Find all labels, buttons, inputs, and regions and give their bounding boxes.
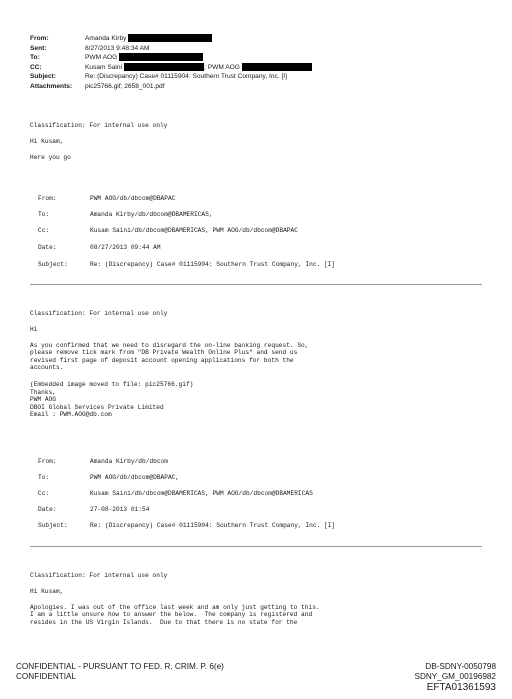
to-label: To: xyxy=(30,54,40,61)
cc-label: CC: xyxy=(30,63,42,71)
bates-number: DB-SDNY-0050798 xyxy=(425,662,496,671)
quote-to-value: Amanda Kirby/db/dbcom@DBAMERICAS, xyxy=(90,211,213,218)
attachments-value[interactable]: pic25766.gif; 2658_001.pdf xyxy=(85,82,165,90)
redaction-bar xyxy=(124,63,204,71)
redaction-bar xyxy=(128,34,212,42)
quote-to-value: PWM AOG/db/dbcom@DBAPAC, xyxy=(90,474,180,481)
cc-suffix: ; PWM AOG xyxy=(204,63,240,71)
quote-cc-value: Kusam Saini/db/dbcom@DBAMERICAS, PWM AOG/db/dbcom@DBAMERICAS xyxy=(90,490,313,497)
quote-subject-value: Re: (Discrepancy) Case# 01115904: Southern Trust Company, Inc. [I] xyxy=(90,522,336,529)
signature: Thanks, PWM AOG DBOI Global Services Private Limited Email : PWM.AOG@db.com xyxy=(30,389,164,419)
quote-cc-value: Kusam Saini/db/dbcom@DBAMERICAS, PWM AOG/db/dbcom@DBAPAC xyxy=(90,227,298,234)
quote-to-label: To: xyxy=(38,211,50,218)
confidential-label: CONFIDENTIAL xyxy=(16,672,77,681)
quote-date-label: Date: xyxy=(38,244,57,251)
quote-from-value: Amanda Kirby/db/dbcom xyxy=(90,458,168,465)
quote-cc-label: Cc: xyxy=(38,490,50,497)
classification-line: Classification: For internal use only xyxy=(30,122,168,129)
quote-from-value: PWM AOG/db/dbcom@DBAPAC xyxy=(90,195,176,202)
quote-cc-label: Cc: xyxy=(38,227,50,234)
divider xyxy=(30,284,482,285)
divider xyxy=(30,546,482,547)
message-body: Apologies. I was out of the office last week and am only just getting to this. I am a little unsure how to answer the below. The company is registered and resides in the US Virgin Islands. Due to that there is no state for the xyxy=(30,604,320,626)
attachments-label: Attachments: xyxy=(30,82,73,90)
sent-label: Sent: xyxy=(30,44,47,52)
redaction-bar xyxy=(242,63,312,71)
quote-from-label: From: xyxy=(38,195,57,202)
from-name: Amanda Kirby xyxy=(85,35,127,42)
greeting: Hi xyxy=(30,326,38,333)
sent-value: 8/27/2013 9:48:34 AM xyxy=(85,44,150,52)
to-name: PWM AOG xyxy=(85,54,118,61)
classification-line: Classification: For internal use only xyxy=(30,310,168,317)
redaction-bar xyxy=(119,53,203,61)
quote-subject-label: Subject: xyxy=(38,261,68,268)
quote-to-label: To: xyxy=(38,474,50,481)
cc-name: Kusam Saini xyxy=(85,63,123,71)
quote-subject-value: Re: (Discrepancy) Case# 01115904: Southern Trust Company, Inc. [I] xyxy=(90,261,336,268)
quote-date-label: Date: xyxy=(38,506,57,513)
quote-date-value: 08/27/2013 09:44 AM xyxy=(90,244,161,251)
greeting: Hi Kusam, xyxy=(30,138,64,145)
confidential-notice: CONFIDENTIAL - PURSUANT TO FED. R. CRIM. P. 6(e) xyxy=(16,662,224,671)
embedded-note: (Embedded image moved to file: pic25766.gif) xyxy=(30,381,194,388)
greeting: Hi Kusam, xyxy=(30,588,64,595)
bates-number: SDNY_GM_00196982 xyxy=(414,672,496,681)
to-value xyxy=(85,53,203,62)
classification-line: Classification: For internal use only xyxy=(30,572,168,579)
subject-label: Subject: xyxy=(30,73,57,80)
cc-value xyxy=(85,63,312,72)
efta-number: EFTA01361593 xyxy=(426,682,496,693)
message-body: As you confirmed that we need to disregard the on-line banking request. So, please remove tick mark from "DB Private Wealth Online Plus" and send us revised first page of deposit account opening applications for both the accounts. xyxy=(30,342,309,372)
from-value xyxy=(85,34,212,43)
subject-value: Re: (Discrepancy) Case# 01115904: Southern Trust Company, Inc. [I] xyxy=(85,73,287,80)
quote-subject-label: Subject: xyxy=(38,522,68,529)
message-body: Here you go xyxy=(30,154,71,161)
quote-from-label: From: xyxy=(38,458,57,465)
quote-date-value: 27-08-2013 01:54 xyxy=(90,506,150,513)
from-label: From: xyxy=(30,35,49,42)
